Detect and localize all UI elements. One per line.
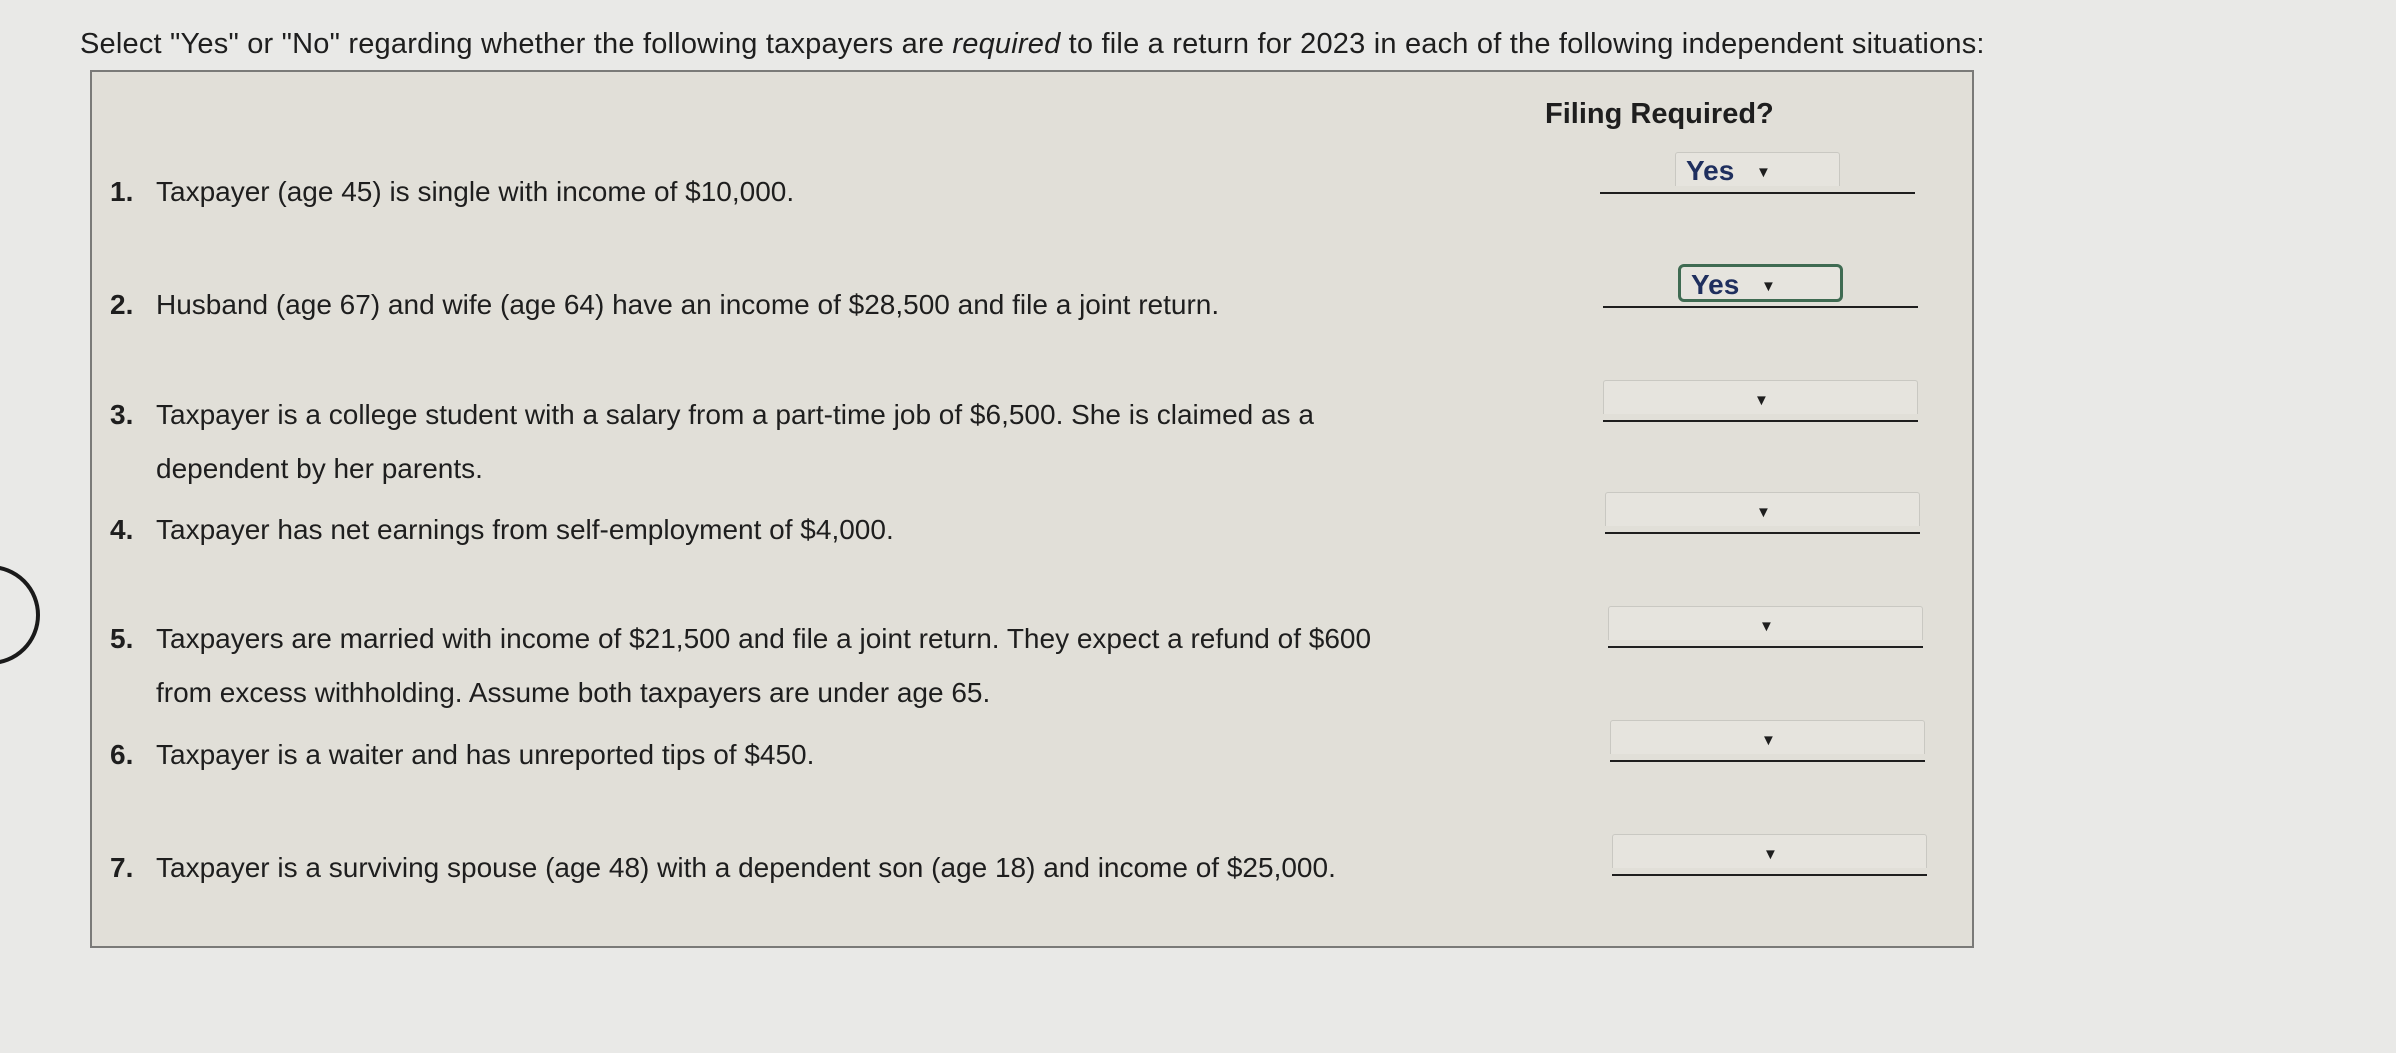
answer-1-dropdown[interactable]	[1675, 152, 1840, 186]
question-text: Taxpayer is a waiter and has unreported tips of $450.	[156, 739, 815, 770]
answer-7-line	[1612, 834, 1927, 876]
chevron-down-icon: ▼	[1754, 392, 1769, 409]
instructions-emphasis: required	[952, 28, 1061, 60]
question-text: Taxpayer is a college student with a salary from a part-time job of $6,500. She is claimed as a	[156, 399, 1314, 430]
answer-3-line	[1603, 380, 1918, 422]
question-text: Taxpayer has net earnings from self-employment of $4,000.	[156, 514, 894, 545]
decorative-circle	[0, 565, 40, 665]
answer-1-line	[1600, 152, 1915, 194]
question-7	[110, 841, 1336, 895]
answer-2-value: Yes	[1691, 269, 1740, 300]
question-3	[110, 388, 1314, 496]
chevron-down-icon: ▼	[1756, 164, 1771, 181]
answer-2-line	[1603, 266, 1918, 308]
answer-1-value: Yes	[1686, 155, 1735, 186]
question-number: 6.	[110, 739, 134, 770]
question-text: Husband (age 67) and wife (age 64) have an income of $28,500 and file a joint return.	[156, 289, 1220, 320]
chevron-down-icon: ▼	[1761, 278, 1776, 295]
chevron-down-icon: ▼	[1756, 504, 1771, 521]
answer-4-line	[1605, 492, 1920, 534]
question-4	[110, 503, 894, 557]
question-2	[110, 278, 1219, 332]
instructions-text	[80, 28, 1985, 61]
chevron-down-icon: ▼	[1759, 618, 1774, 635]
answer-6-dropdown[interactable]	[1610, 720, 1925, 754]
question-text: Taxpayer is a surviving spouse (age 48) with a dependent son (age 18) and income of $25,000.	[156, 852, 1336, 883]
question-number: 7.	[110, 852, 134, 883]
question-number: 3.	[110, 399, 134, 430]
question-5	[110, 612, 1371, 720]
question-number: 1.	[110, 176, 134, 207]
question-text-continued: from excess withholding. Assume both taxpayers are under age 65.	[156, 677, 991, 708]
answer-7-dropdown[interactable]	[1612, 834, 1927, 868]
question-number: 4.	[110, 514, 134, 545]
answer-4-dropdown[interactable]	[1605, 492, 1920, 526]
answer-5-dropdown[interactable]	[1608, 606, 1923, 640]
chevron-down-icon: ▼	[1761, 732, 1776, 749]
filing-required-header: Filing Required?	[1545, 98, 1774, 130]
question-text-continued: dependent by her parents.	[156, 453, 483, 484]
answer-3-dropdown[interactable]	[1603, 380, 1918, 414]
question-number: 5.	[110, 623, 134, 654]
chevron-down-icon: ▼	[1763, 846, 1778, 863]
instructions-part2: to file a return for 2023 in each of the following independent situations:	[1060, 28, 1985, 60]
instructions-part1: Select "Yes" or "No" regarding whether the following taxpayers are	[80, 28, 953, 60]
question-text: Taxpayers are married with income of $21,500 and file a joint return. They expect a refund of $600	[156, 623, 1372, 654]
answer-2-dropdown[interactable]	[1678, 264, 1843, 302]
answer-6-line	[1610, 720, 1925, 762]
question-number: 2.	[110, 289, 134, 320]
answer-5-line	[1608, 606, 1923, 648]
question-6	[110, 728, 814, 782]
question-1	[110, 165, 794, 219]
question-text: Taxpayer (age 45) is single with income of $10,000.	[156, 176, 795, 207]
